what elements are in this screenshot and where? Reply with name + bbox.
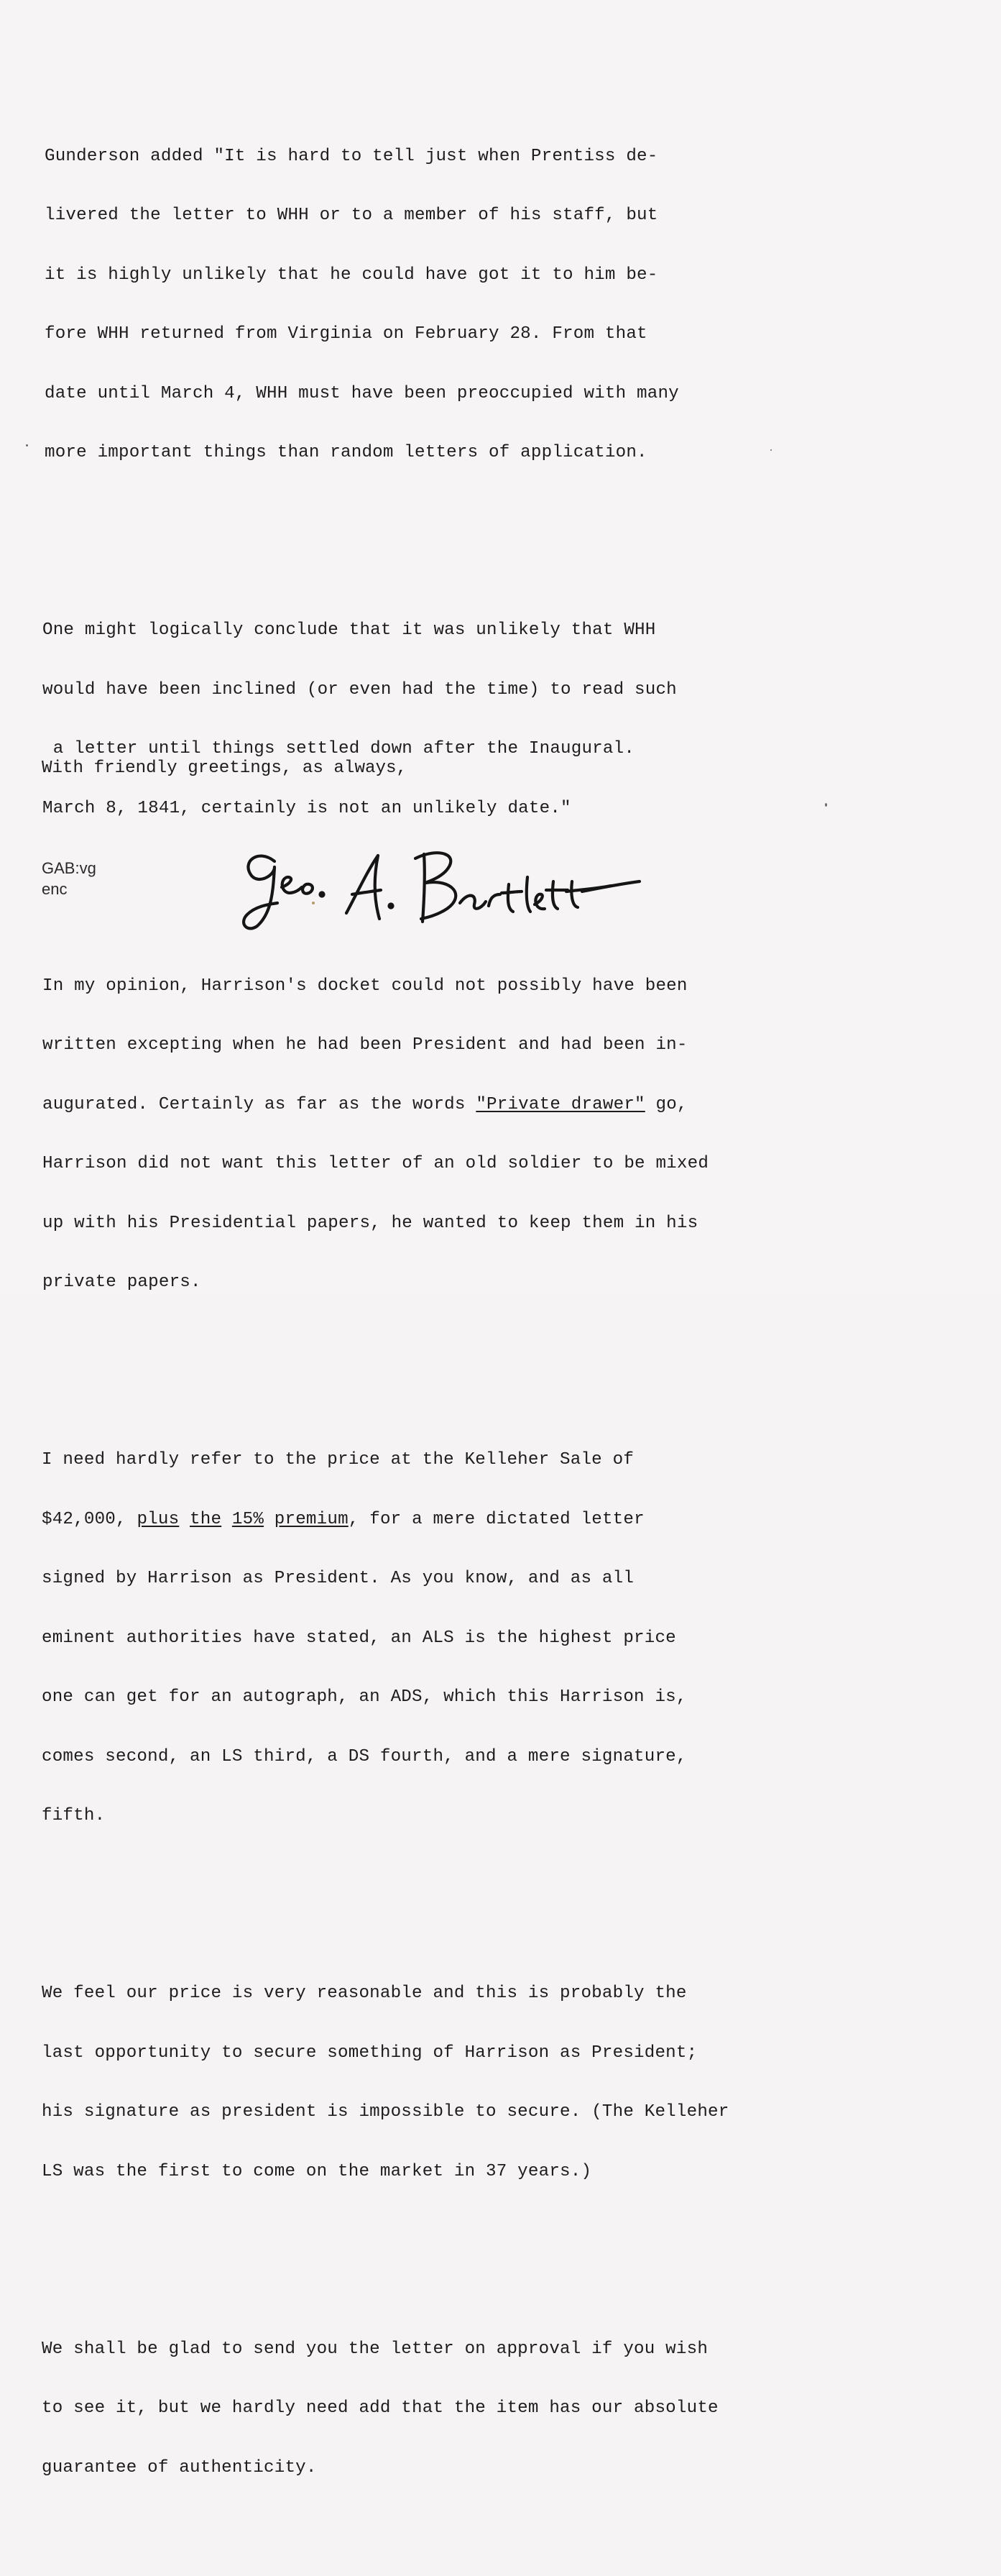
underlined-word: 15%: [231, 1509, 264, 1529]
text-line: written excepting when he had been President and had been in-: [42, 1035, 688, 1055]
text-line: In my opinion, Harrison's docket could not possibly have been: [42, 976, 688, 996]
text-line: date until March 4, WHH must have been preoccupied with many: [45, 383, 679, 403]
text-line: a letter until things settled down after the Inaugural.: [42, 739, 635, 758]
paragraph-2: [42, 581, 804, 858]
underlined-word: premium: [274, 1509, 349, 1529]
text-line: up with his Presidential papers, he wanted to keep them in his: [42, 1213, 698, 1233]
paper-speck: [825, 803, 827, 807]
text-line: Harrison did not want this letter of an old soldier to be mixed: [42, 1154, 709, 1173]
text-segment: $42,000,: [42, 1509, 137, 1529]
text-line: signed by Harrison as President. As you know, and as all: [42, 1569, 635, 1588]
text-line: one can get for an autograph, an ADS, which this Harrison is,: [42, 1687, 687, 1707]
text-line: it is highly unlikely that he could have got it to him be-: [45, 265, 658, 285]
text-line: his signature as president is impossible to secure. (The Kelleher: [42, 2102, 729, 2122]
enclosure-note: enc: [42, 880, 68, 898]
letter-body: [42, 47, 806, 2576]
text-line: private papers.: [42, 1273, 201, 1292]
text-segment: augurated. Certainly as far as the words: [42, 1094, 476, 1114]
text-line: LS was the first to come on the market in 37 years.): [42, 2161, 592, 2181]
text-line: [42, 1510, 803, 1530]
reference-initials: [42, 858, 96, 899]
typist-initials: GAB:vg: [42, 859, 96, 877]
text-line: livered the letter to WHH or to a member of his staff, but: [45, 206, 658, 225]
underlined-word: the: [190, 1509, 222, 1529]
closing-line: With friendly greetings, as always,: [42, 758, 407, 778]
paper-speck: [26, 444, 28, 446]
paragraph-5: [42, 1944, 803, 2221]
text-segment: , for a mere dictated letter: [348, 1509, 645, 1529]
text-line: March 8, 1841, certainly is not an unlikely date.": [42, 798, 571, 818]
text-line: One might logically conclude that it was unlikely that WHH: [42, 620, 656, 640]
text-line: guarantee of authenticity.: [42, 2457, 317, 2478]
handwritten-signature: [237, 834, 683, 942]
underlined-word: plus: [137, 1509, 180, 1529]
paragraph-1: [45, 107, 806, 503]
underlined-phrase: "Private drawer": [476, 1094, 645, 1114]
text-line: last opportunity to secure something of Harrison as President;: [42, 2043, 698, 2063]
text-line: eminent authorities have stated, an ALS is the highest price: [42, 1628, 676, 1648]
text-line: fifth.: [42, 1806, 106, 1825]
paper-speck: [770, 449, 772, 451]
text-line: would have been inclined (or even had the time) to read such: [42, 679, 677, 700]
text-line: more important things than random letters of application.: [45, 443, 647, 462]
paragraph-4: [42, 1411, 803, 1866]
text-line: to see it, but we hardly need add that the item has our absolute: [42, 2398, 719, 2418]
text-line: Gunderson added "It is hard to tell just when Prentiss de-: [45, 146, 658, 166]
text-line: We shall be glad to send you the letter on approval if you wish: [42, 2339, 709, 2359]
text-segment: go,: [645, 1094, 688, 1114]
text-line: fore WHH returned from Virginia on February 28. From that: [45, 324, 647, 344]
text-line: comes second, an LS third, a DS fourth, and a mere signature,: [42, 1746, 687, 1766]
text-line: I need hardly refer to the price at the Kelleher Sale of: [42, 1450, 635, 1470]
paragraph-3: [42, 937, 804, 1332]
text-line: [42, 1095, 804, 1115]
paragraph-6: [42, 2300, 803, 2518]
text-line: We feel our price is very reasonable and this is probably the: [42, 1984, 687, 2003]
